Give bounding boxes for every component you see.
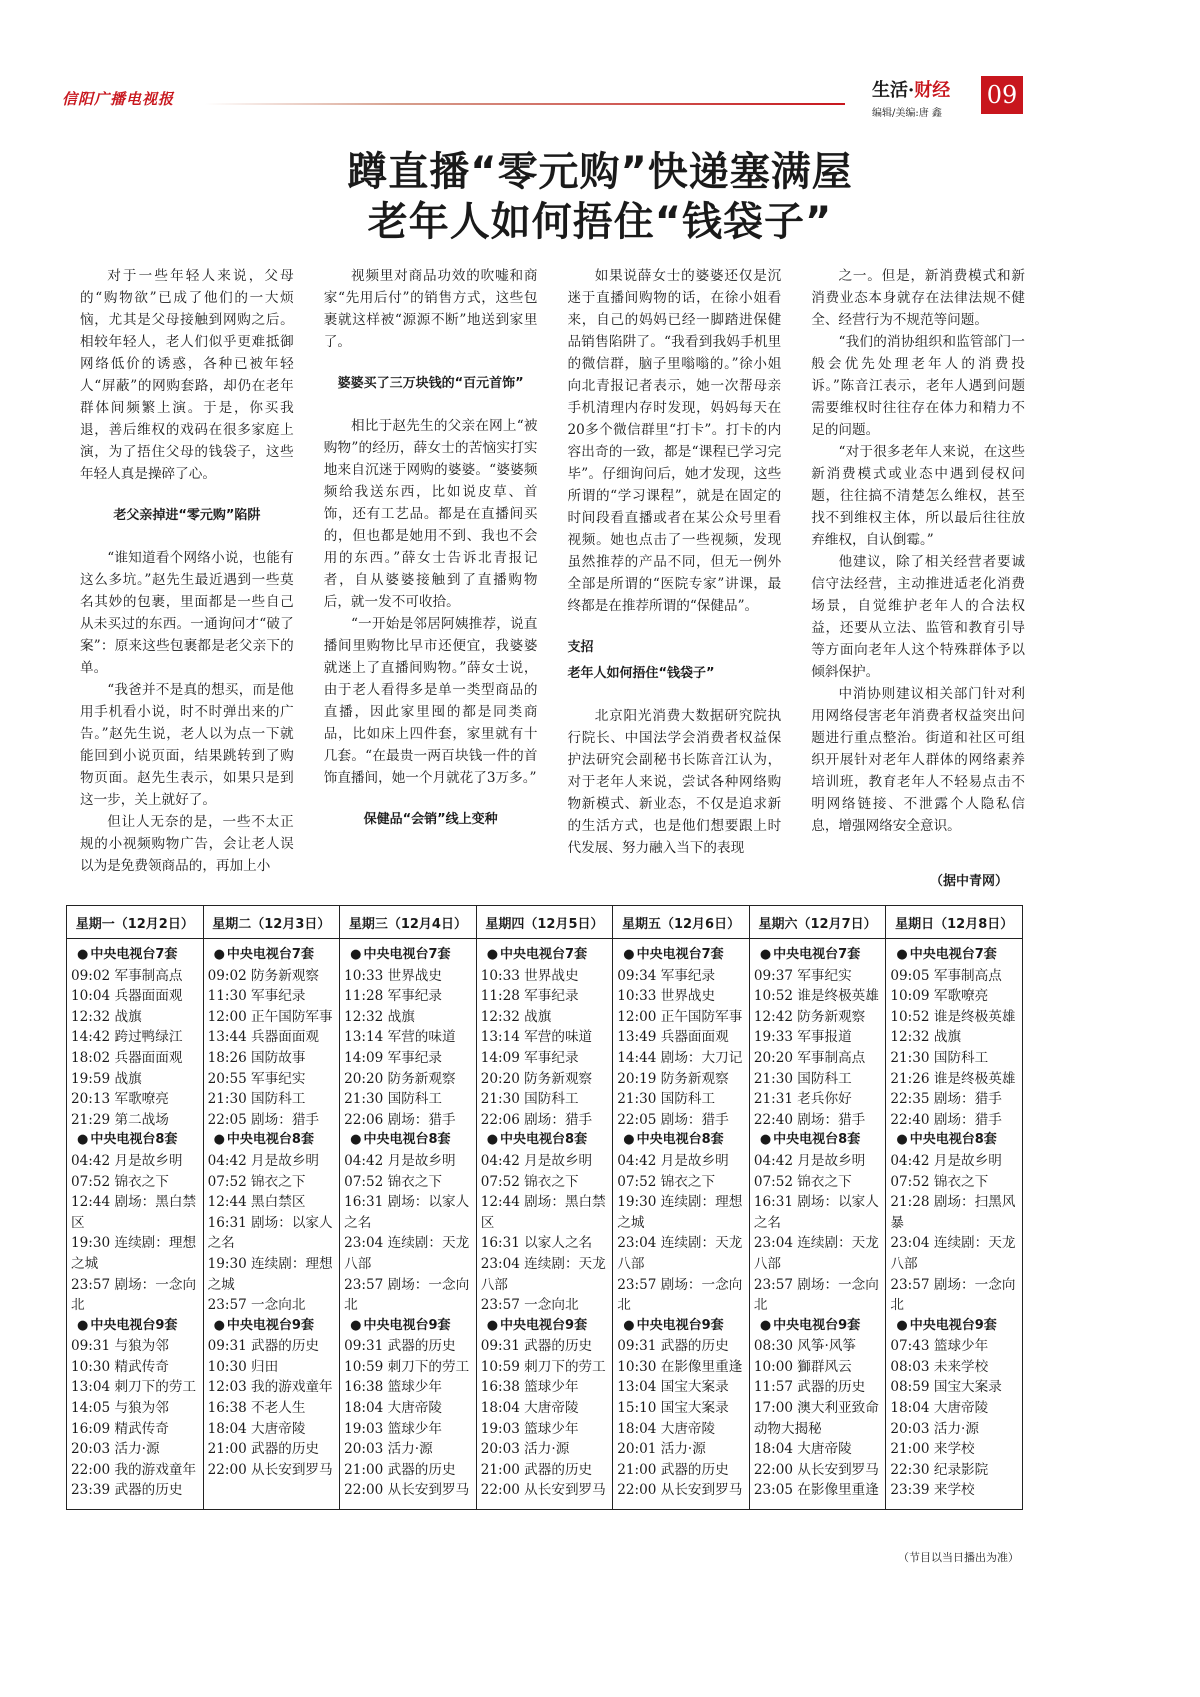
program-item: 10:30 在影像里重逢 (617, 1358, 743, 1375)
day-header: 星期二（12月3日） (203, 906, 340, 939)
day-schedule-cell (476, 939, 613, 1510)
day-header: 星期三（12月4日） (340, 906, 477, 939)
day-schedule-cell (203, 939, 340, 1510)
program-item: 23:57 剧场：一念向北 (71, 1276, 197, 1314)
subheading: 老年人如何捂住“钱袋子” (567, 666, 715, 681)
paragraph: “谁知道看个网络小说，也能有这么多坑。”赵先生最近遇到一些莫名其妙的包裹，里面都是一些自己从未买过的东西。一通询问才“破了案”：原来这些包裹都是老父亲下的单。 (80, 550, 294, 676)
program-item: 12:03 我的游戏童年 (207, 1379, 333, 1396)
program-item: 23:39 武器的历史 (71, 1482, 183, 1499)
paragraph: 中消协则建议相关部门针对利用网络侵害老年消费者权益突出问题进行重点整治。街道和社区可组织开展针对老年人群体的网络素养培训班，教育老年人不轻易点击不明网络链接、不泄露个人隐私信息，增强网络安全意识。 (811, 686, 1025, 834)
channel-name: ● 中央电视台7套 (754, 945, 882, 966)
program-item: 21:00 武器的历史 (617, 1461, 729, 1478)
channel-name: ● 中央电视台9套 (890, 1316, 1018, 1337)
subheading: 支招 (567, 640, 594, 655)
day-schedule-cell (749, 939, 886, 1510)
schedule-body-row (67, 939, 1023, 1510)
subheading: 老父亲掉进“零元购”陷阱 (113, 508, 261, 523)
program-item: 20:19 防务新观察 (617, 1070, 729, 1087)
paragraph: 视频里对商品功效的吹嘘和商家“先用后付”的销售方式，这些包裹就这样被“源源不断”地送到家里了。 (323, 268, 538, 350)
program-item: 04:42 月是故乡明 (890, 1152, 1002, 1169)
program-item: 19:30 连续剧：理想之城 (71, 1235, 197, 1272)
program-item: 19:30 连续剧：理想之城 (617, 1194, 743, 1231)
program-item: 18:04 大唐帝陵 (890, 1400, 989, 1417)
program-item: 13:44 兵器面面观 (207, 1029, 320, 1046)
program-item: 07:52 锦衣之下 (480, 1173, 579, 1190)
paragraph: 相比于赵先生的父亲在网上“被购物”的经历，薛女士的苦恼实打实地来自沉迷于网购的婆婆。“婆婆频频给我送东西，比如说皮草、首饰，还有工艺品。都是在直播间买的，但也都是她用不到、我也不会用的东西。”薛女士告诉北青报记者，自从婆婆接触到了直播购物后，就一发不可收拾。 (323, 418, 538, 610)
paragraph: 对于一些年轻人来说，父母的“购物欲”已成了他们的一大烦恼，尤其是父母接触到网购之后。相较年轻人，老人们似乎更难抵御网络低价的诱惑，各种已被年轻人“屏蔽”的网购套路，却仍在老年群体间频繁上演。于是，你买我退，善后维权的戏码在很多家庭上演，为了捂住父母的钱袋子，这些年轻人真是操碎了心。 (80, 268, 294, 482)
program-item: 16:09 精武传奇 (71, 1420, 169, 1437)
paragraph: “我爸并不是真的想买，而是他用手机看小说，时不时弹出来的广告。”赵先生说，老人以为点一下就能回到小说页面，结果跳转到了购物页面。赵先生表示，如果只是到这一步，关上就好了。 (80, 682, 294, 808)
program-item: 13:49 兵器面面观 (617, 1029, 729, 1046)
day-schedule-cell (886, 939, 1023, 1510)
program-item: 04:42 月是故乡明 (344, 1152, 456, 1169)
channel-name: ● 中央电视台7套 (481, 945, 609, 966)
program-item: 19:03 篮球少年 (480, 1420, 579, 1437)
program-item: 21:30 国防科工 (617, 1091, 716, 1108)
channel-name: ● 中央电视台9套 (617, 1316, 745, 1337)
program-item: 12:44 剧场：黑白禁区 (71, 1194, 197, 1231)
program-item: 11:28 军事纪录 (344, 988, 442, 1005)
program-item: 12:44 剧场：黑白禁区 (480, 1194, 606, 1231)
program-item: 19:03 篮球少年 (344, 1420, 442, 1437)
program-item: 18:04 大唐帝陵 (480, 1400, 579, 1417)
program-item: 12:32 战旗 (890, 1029, 962, 1046)
program-item: 21:30 国防科工 (344, 1091, 442, 1108)
program-item: 10:33 世界战史 (480, 967, 579, 984)
program-item: 20:13 军歌嘹亮 (71, 1091, 169, 1108)
program-item: 18:02 兵器面面观 (71, 1049, 183, 1066)
program-item: 07:43 篮球少年 (890, 1338, 989, 1355)
program-item: 23:57 剧场：一念向北 (753, 1276, 879, 1314)
program-item: 22:05 剧场：猎手 (617, 1111, 729, 1128)
program-item: 23:57 一念向北 (207, 1297, 306, 1314)
schedule-footnote: （节目以当日播出为准） (898, 1551, 1019, 1564)
program-item: 23:04 连续剧：天龙八部 (480, 1255, 606, 1293)
program-item: 19:59 战旗 (71, 1070, 142, 1087)
program-item: 21:30 国防科工 (890, 1049, 989, 1066)
program-item: 21:30 国防科工 (753, 1070, 852, 1087)
article-column-2 (324, 265, 538, 895)
subheading: 婆婆买了三万块钱的“百元首饰” (337, 376, 524, 391)
program-item: 23:57 剧场：一念向北 (890, 1276, 1016, 1314)
program-item: 08:59 国宝大案录 (890, 1379, 1002, 1396)
day-header: 星期一（12月2日） (67, 906, 204, 939)
program-item: 20:03 活力·源 (890, 1420, 979, 1437)
channel-name: ● 中央电视台7套 (890, 945, 1018, 966)
program-item: 22:40 剧场：猎手 (753, 1111, 866, 1128)
program-item: 22:00 从长安到罗马 (344, 1482, 470, 1499)
program-item: 21:28 剧场：扫黑风暴 (890, 1194, 1016, 1231)
program-item: 23:39 来学校 (890, 1482, 975, 1499)
channel-name: ● 中央电视台9套 (481, 1316, 609, 1337)
channel-name: ● 中央电视台8套 (754, 1130, 882, 1151)
program-item: 14:09 军事纪录 (344, 1049, 442, 1066)
page-number: 09 (981, 76, 1023, 114)
program-item: 20:03 活力·源 (480, 1441, 570, 1458)
program-item: 22:00 从长安到罗马 (207, 1461, 333, 1478)
program-item: 20:01 活力·源 (617, 1441, 706, 1458)
channel-name: ● 中央电视台8套 (617, 1130, 745, 1151)
program-item: 18:04 大唐帝陵 (617, 1420, 716, 1437)
program-item: 11:57 武器的历史 (753, 1379, 866, 1396)
program-item: 07:52 锦衣之下 (617, 1173, 716, 1190)
headline-line-1: 蹲直播“零元购”快递塞满屋 (347, 149, 853, 195)
program-item: 10:59 刺刀下的劳工 (480, 1358, 606, 1375)
program-item: 23:57 剧场：一念向北 (617, 1276, 743, 1314)
program-item: 22:00 从长安到罗马 (617, 1482, 743, 1499)
program-item: 10:59 刺刀下的劳工 (344, 1358, 470, 1375)
masthead: 信阳广播电视报 (62, 90, 175, 108)
schedule-header-row (67, 906, 1023, 939)
program-item: 07:52 锦衣之下 (71, 1173, 169, 1190)
day-header: 星期五（12月6日） (613, 906, 750, 939)
program-item: 10:33 世界战史 (344, 967, 442, 984)
program-item: 20:03 活力·源 (344, 1441, 433, 1458)
channel-name: ● 中央电视台7套 (344, 945, 472, 966)
program-item: 20:03 活力·源 (71, 1441, 160, 1458)
program-item: 18:04 大唐帝陵 (344, 1400, 442, 1417)
program-item: 09:31 与狼为邻 (71, 1338, 169, 1355)
header-rule (205, 103, 845, 105)
program-item: 10:52 谁是终极英雄 (890, 1008, 1016, 1025)
program-item: 22:30 纪录影院 (890, 1461, 989, 1478)
program-item: 21:30 国防科工 (480, 1091, 579, 1108)
program-item: 09:05 军事制高点 (890, 967, 1002, 984)
channel-name: ● 中央电视台8套 (208, 1130, 336, 1151)
program-item: 21:00 来学校 (890, 1441, 975, 1458)
program-item: 23:04 连续剧：天龙八部 (344, 1235, 470, 1272)
day-header: 星期日（12月8日） (886, 906, 1023, 939)
program-item: 21:31 老兵你好 (753, 1091, 852, 1108)
program-item: 04:42 月是故乡明 (207, 1152, 320, 1169)
program-item: 13:04 刺刀下的劳工 (71, 1379, 197, 1396)
program-item: 19:30 连续剧：理想之城 (207, 1255, 333, 1293)
program-item: 09:02 军事制高点 (71, 967, 183, 984)
program-item: 09:31 武器的历史 (207, 1338, 320, 1355)
tv-schedule-table (66, 905, 1023, 1510)
paragraph: 之一。但是，新消费模式和新消费业态本身就存在法律法规不健全、经营行为不规范等问题。 (811, 268, 1025, 328)
program-item: 21:00 武器的历史 (344, 1461, 456, 1478)
subheading: 保健品“会销”线上变种 (363, 812, 498, 827)
channel-name: ● 中央电视台9套 (754, 1316, 882, 1337)
channel-name: ● 中央电视台9套 (208, 1316, 336, 1337)
program-item: 07:52 锦衣之下 (890, 1173, 989, 1190)
program-item: 04:42 月是故乡明 (753, 1152, 866, 1169)
program-item: 21:26 谁是终极英雄 (890, 1070, 1016, 1087)
program-item: 17:00 澳大利亚致命动物大揭秘 (753, 1400, 879, 1437)
program-item: 22:35 剧场：猎手 (890, 1091, 1002, 1108)
program-item: 23:04 连续剧：天龙八部 (617, 1235, 743, 1272)
program-item: 12:32 战旗 (71, 1008, 142, 1025)
program-item: 16:31 以家人之名 (480, 1235, 593, 1252)
program-item: 21:29 第二战场 (71, 1111, 169, 1128)
program-item: 23:04 连续剧：天龙八部 (890, 1235, 1016, 1272)
program-item: 20:20 防务新观察 (344, 1070, 456, 1087)
program-item: 20:20 防务新观察 (480, 1070, 593, 1087)
program-item: 10:33 世界战史 (617, 988, 716, 1005)
program-item: 10:52 谁是终极英雄 (753, 988, 879, 1005)
article-column-3 (568, 265, 782, 895)
channel-name: ● 中央电视台8套 (481, 1130, 609, 1151)
program-item: 10:09 军歌嘹亮 (890, 988, 989, 1005)
day-schedule-cell (340, 939, 477, 1510)
program-item: 08:30 风筝·风筝 (753, 1338, 857, 1355)
program-item: 22:06 剧场：猎手 (480, 1111, 593, 1128)
program-item: 18:04 大唐帝陵 (207, 1420, 306, 1437)
program-item: 23:57 一念向北 (480, 1297, 579, 1314)
program-item: 22:40 剧场：猎手 (890, 1111, 1002, 1128)
program-item: 23:57 剧场：一念向北 (344, 1276, 470, 1314)
editor-credit: 编辑/美编:唐 鑫 (872, 108, 942, 119)
day-header: 星期四（12月5日） (476, 906, 613, 939)
program-item: 22:00 我的游戏童年 (71, 1461, 197, 1478)
channel-name: ● 中央电视台8套 (890, 1130, 1018, 1151)
program-item: 22:05 剧场：猎手 (207, 1111, 320, 1128)
program-item: 12:44 黑白禁区 (207, 1194, 306, 1211)
channel-name: ● 中央电视台7套 (71, 945, 199, 966)
program-item: 14:05 与狼为邻 (71, 1400, 169, 1417)
program-item: 21:00 武器的历史 (207, 1441, 320, 1458)
section-title-a: 生活· (872, 80, 915, 101)
program-item: 07:52 锦衣之下 (753, 1173, 852, 1190)
program-item: 04:42 月是故乡明 (71, 1152, 183, 1169)
program-item: 13:14 军营的味道 (480, 1029, 593, 1046)
program-item: 12:42 防务新观察 (753, 1008, 866, 1025)
program-item: 22:00 从长安到罗马 (753, 1461, 879, 1478)
program-item: 22:00 从长安到罗马 (480, 1482, 606, 1499)
program-item: 09:02 防务新观察 (207, 967, 320, 984)
program-item: 16:38 篮球少年 (480, 1379, 579, 1396)
program-item: 07:52 锦衣之下 (207, 1173, 306, 1190)
channel-name: ● 中央电视台8套 (71, 1130, 199, 1151)
program-item: 09:31 武器的历史 (480, 1338, 593, 1355)
channel-name: ● 中央电视台9套 (71, 1316, 199, 1337)
program-item: 21:30 国防科工 (207, 1091, 306, 1108)
program-item: 07:52 锦衣之下 (344, 1173, 442, 1190)
paragraph: “一开始是邻居阿姨推荐，说直播间里购物比早市还便宜，我婆婆就迷上了直播间购物。”薛女士说，由于老人看得多是单一类型商品的直播，因此家里囤的都是同类商品，比如床上四件套，家里就有十几套。“在最贵一两百块钱一件的首饰直播间，她一个月就花了3万多。” (323, 616, 538, 786)
program-item: 08:03 未来学校 (890, 1358, 989, 1375)
program-item: 15:10 国宝大案录 (617, 1400, 729, 1417)
program-item: 09:31 武器的历史 (617, 1338, 729, 1355)
day-schedule-cell (67, 939, 204, 1510)
program-item: 12:32 战旗 (344, 1008, 415, 1025)
article-body (80, 265, 1025, 895)
section-title (872, 76, 950, 102)
headline-line-2: 老年人如何捂住“钱袋子” (367, 199, 833, 245)
program-item: 20:20 军事制高点 (753, 1049, 866, 1066)
paragraph: “我们的消协组织和监管部门一般会优先处理老年人的消费投诉。”陈音江表示，老年人遇到问题需要维权时往往存在体力和精力不足的问题。 (811, 334, 1025, 438)
program-item: 21:00 武器的历史 (480, 1461, 593, 1478)
program-item: 10:04 兵器面面观 (71, 988, 183, 1005)
program-item: 11:28 军事纪录 (480, 988, 579, 1005)
paragraph: “对于很多老年人来说，在这些新消费模式或业态中遇到侵权问题，往往搞不清楚怎么维权，甚至找不到维权主体，所以最后往往放弃维权，自认倒霉。” (811, 444, 1025, 548)
program-item: 16:31 剧场：以家人之名 (344, 1194, 470, 1231)
program-item: 16:38 篮球少年 (344, 1379, 442, 1396)
program-item: 09:31 武器的历史 (344, 1338, 456, 1355)
program-item: 12:00 正午国防军事 (207, 1008, 333, 1025)
paragraph: 但让人无奈的是，一些不太正规的小视频购物广告，会让老人误以为是免费领商品的，再加上小 (80, 814, 294, 874)
program-item: 12:00 正午国防军事 (617, 1008, 743, 1025)
program-item: 10:00 獅群风云 (753, 1358, 852, 1375)
day-schedule-cell (613, 939, 750, 1510)
program-item: 13:04 国宝大案录 (617, 1379, 729, 1396)
channel-name: ● 中央电视台8套 (344, 1130, 472, 1151)
paragraph: 北京阳光消费大数据研究院执行院长、中国法学会消费者权益保护法研究会副秘书长陈音江认为，对于老年人来说，尝试各种网络购物新模式、新业态，不仅是追求新的生活方式，也是他们想要跟上时代发展、努力融入当下的表现 (567, 708, 782, 856)
paragraph: 他建议，除了相关经营者要诚信守法经营，主动推进适老化消费场景，自觉维护老年人的合法权益，还要从立法、监管和教育引导等方面向老年人这个特殊群体予以倾斜保护。 (811, 554, 1025, 680)
program-item: 16:31 剧场：以家人之名 (753, 1194, 879, 1231)
program-item: 04:42 月是故乡明 (617, 1152, 729, 1169)
program-item: 23:05 在影像里重逢 (753, 1482, 879, 1499)
program-item: 16:38 不老人生 (207, 1400, 306, 1417)
channel-name: ● 中央电视台7套 (208, 945, 336, 966)
program-item: 14:42 跨过鸭绿江 (71, 1029, 183, 1046)
article-column-4 (811, 265, 1025, 895)
program-item: 10:30 精武传奇 (71, 1358, 169, 1375)
program-item: 04:42 月是故乡明 (480, 1152, 593, 1169)
program-item: 12:32 战旗 (480, 1008, 552, 1025)
program-item: 22:06 剧场：猎手 (344, 1111, 456, 1128)
program-item: 10:30 归田 (207, 1358, 279, 1375)
program-item: 23:04 连续剧：天龙八部 (753, 1235, 879, 1272)
day-header: 星期六（12月7日） (749, 906, 886, 939)
article-source: （据中青网） (930, 874, 1009, 889)
paragraph: 如果说薛女士的婆婆还仅是沉迷于直播间购物的话，在徐小姐看来，自己的妈妈已经一脚踏进保健品销售陷阱了。“我看到我妈手机里的微信群，脑子里嗡嗡的。”徐小姐向北青报记者表示，她一次帮母亲手机清理内存时发现，妈妈每天在20多个微信群里“打卡”。打卡的内容出奇的一致，都是“课程已学习完毕”。仔细询问后，她才发现，这些所谓的“学习课程”，就是在固定的时间段看直播或者在某公众号里看视频。她也点击了一些视频，发现虽然推荐的产品不同，但无一例外全部是所谓的“医院专家”讲课，最终都是在推荐所谓的“保健品”。 (567, 268, 782, 614)
program-item: 20:55 军事纪实 (207, 1070, 306, 1087)
program-item: 18:26 国防故事 (207, 1049, 306, 1066)
program-item: 11:30 军事纪录 (207, 988, 306, 1005)
program-item: 14:09 军事纪录 (480, 1049, 579, 1066)
program-item: 09:34 军事纪录 (617, 967, 716, 984)
section-title-b: 财经 (914, 80, 951, 101)
article-column-1 (80, 265, 294, 895)
program-item: 18:04 大唐帝陵 (753, 1441, 852, 1458)
program-item: 13:14 军营的味道 (344, 1029, 456, 1046)
channel-name: ● 中央电视台7套 (617, 945, 745, 966)
channel-name: ● 中央电视台9套 (344, 1316, 472, 1337)
program-item: 16:31 剧场：以家人之名 (207, 1214, 333, 1252)
program-item: 19:33 军事报道 (753, 1029, 852, 1046)
program-item: 09:37 军事纪实 (753, 967, 852, 984)
program-item: 14:44 剧场：大刀记 (617, 1049, 743, 1066)
